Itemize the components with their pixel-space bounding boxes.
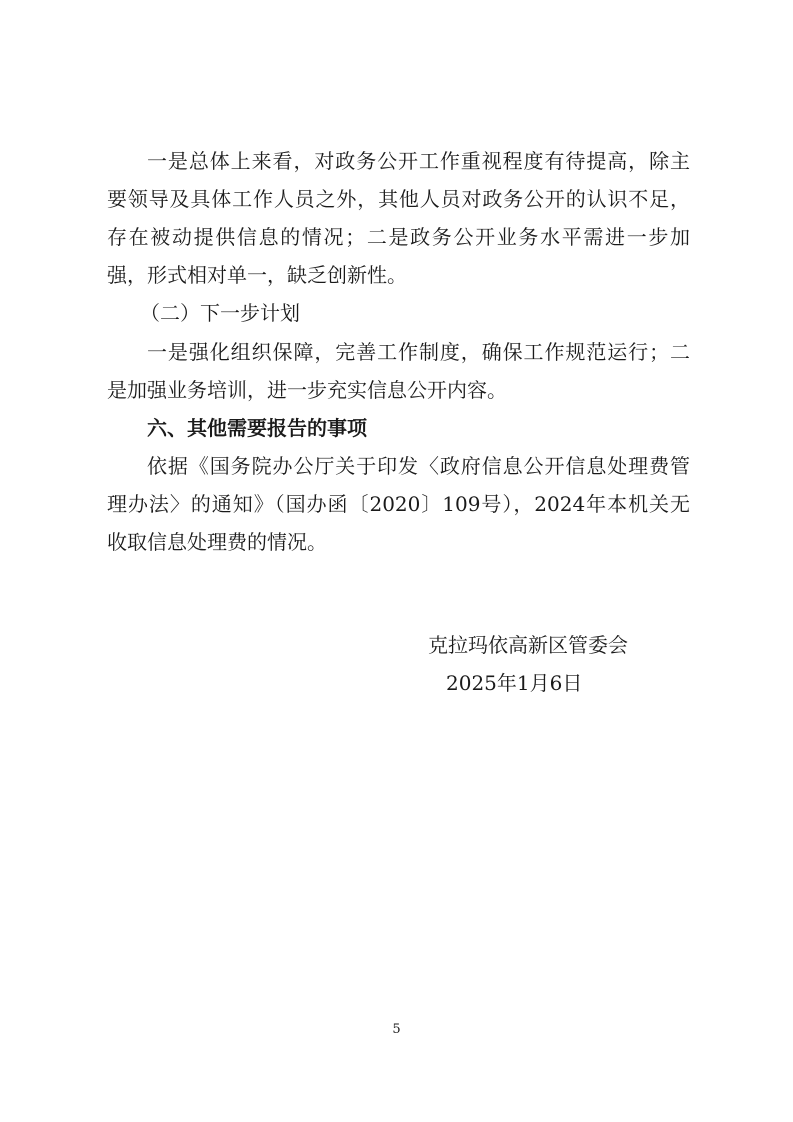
paragraph-plan-line-2: 是加强业务培训，进一步充实信息公开内容。 — [107, 378, 507, 402]
signature-organization: 克拉玛依高新区管委会 — [428, 633, 628, 657]
paragraph-fee-line-1: 依据《国务院办公厅关于印发〈政府信息公开信息处理费管 — [147, 454, 690, 478]
next-step-plan-heading: （二）下一步计划 — [140, 301, 300, 325]
paragraph-fee-line-3: 收取信息处理费的情况。 — [107, 530, 327, 554]
paragraph-problems-line-4: 强，形式相对单一，缺乏创新性。 — [107, 263, 407, 287]
paragraph-problems-line-1: 一是总体上来看，对政务公开工作重视程度有待提高，除主 — [147, 149, 690, 173]
signature-date: 2025年1月6日 — [446, 671, 583, 695]
paragraph-problems-line-3: 存在被动提供信息的情况；二是政务公开业务水平需进一步加 — [107, 225, 690, 249]
page-number: 5 — [392, 1022, 401, 1037]
paragraph-problems-line-2: 要领导及具体工作人员之外，其他人员对政务公开的认识不足， — [107, 187, 690, 211]
section-six-heading: 六、其他需要报告的事项 — [147, 416, 367, 440]
paragraph-fee-line-2: 理办法〉的通知》（国办函〔2020〕109号），2024年本机关无 — [107, 492, 690, 516]
paragraph-plan-line-1: 一是强化组织保障，完善工作制度，确保工作规范运行；二 — [147, 340, 690, 364]
